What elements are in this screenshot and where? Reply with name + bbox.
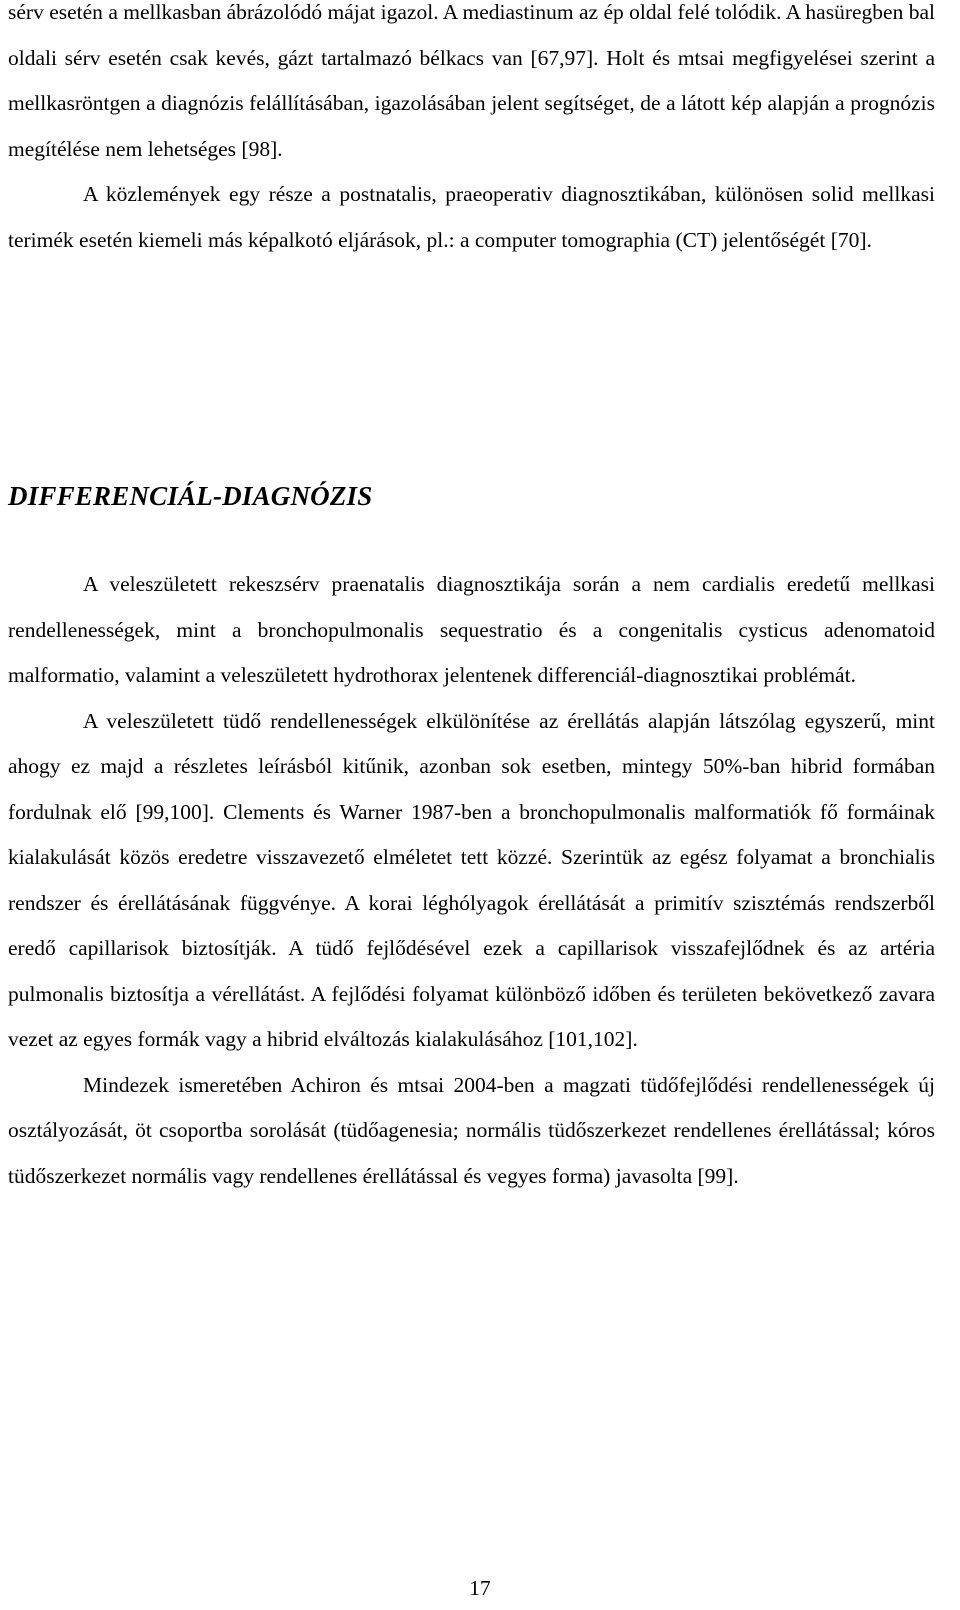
page-number: 17 — [469, 1576, 491, 1600]
top-text-block — [8, 0, 935, 263]
paragraph-lung-malformations: A veleszületett tüdő rendellenességek elkülönítése az érellátás alapján látszólag egyszerű, mint ahogy ez majd a részletes leírásból kitűnik, azonban sok esetben, mintegy 50%-ban hibrid formában fordulnak elő [99,100]. Clements és Warner 1987-ben a bronchopulmonalis malformatiók fő formáinak kialakulását közös eredetre visszavezető elméletet tett közzé. Szerintük az egész folyamat a bronchialis rendszer és érellátásának függvénye. A korai léghólyagok érellátását a primitív szisztémás rendszerből eredő capillarisok biztosítják. A tüdő fejlődésével ezek a capillarisok visszafejlődnek és az artéria pulmonalis biztosítja a vérellátást. A fejlődési folyamat különböző időben és területen bekövetkező zavara vezet az egyes formák vagy a hibrid elváltozás kialakulásához [101,102]. — [8, 708, 935, 1051]
paragraph-continuation: sérv esetén a mellkasban ábrázolódó májat igazol. A mediastinum az ép oldal felé tolódik. A hasüregben bal oldali sérv esetén csak kevés, gázt tartalmazó bélkacs van [67,97]. Holt és mtsai megfigyelései szerint a mellkasröntgen a diagnózis felállításában, igazolásában jelent segítséget, de a látott kép alapján a prognózis megítélése nem lehetséges [98]. — [8, 0, 935, 161]
section-heading: DIFFERENCIÁL-DIAGNÓZIS — [8, 481, 373, 511]
paragraph-differential: A veleszületett rekeszsérv praenatalis diagnosztikája során a nem cardialis eredetű mellkasi rendellenességek, mint a bronchopulmonalis sequestratio és a congenitalis cysticus adenomatoid malformatio, valamint a veleszületett hydrothorax jelentenek differenciál-diagnosztikai problémát. — [8, 572, 935, 687]
main-text-block — [8, 562, 935, 1199]
paragraph-ct-importance: A közlemények egy része a postnatalis, praeoperativ diagnosztikában, különösen solid mellkasi terimék esetén kiemeli más képalkotó eljárások, pl.: a computer tomographia (CT) jelentőségét [70]. — [8, 182, 935, 252]
paragraph-classification: Mindezek ismeretében Achiron és mtsai 2004-ben a magzati tüdőfejlődési rendellenességek új osztályozását, öt csoportba sorolását (tüdőagenesia; normális tüdőszerkezet rendellenes érellátással; kóros tüdőszerkezet normális vagy rendellenes érellátással és vegyes forma) javasolta [99]. — [8, 1072, 935, 1188]
